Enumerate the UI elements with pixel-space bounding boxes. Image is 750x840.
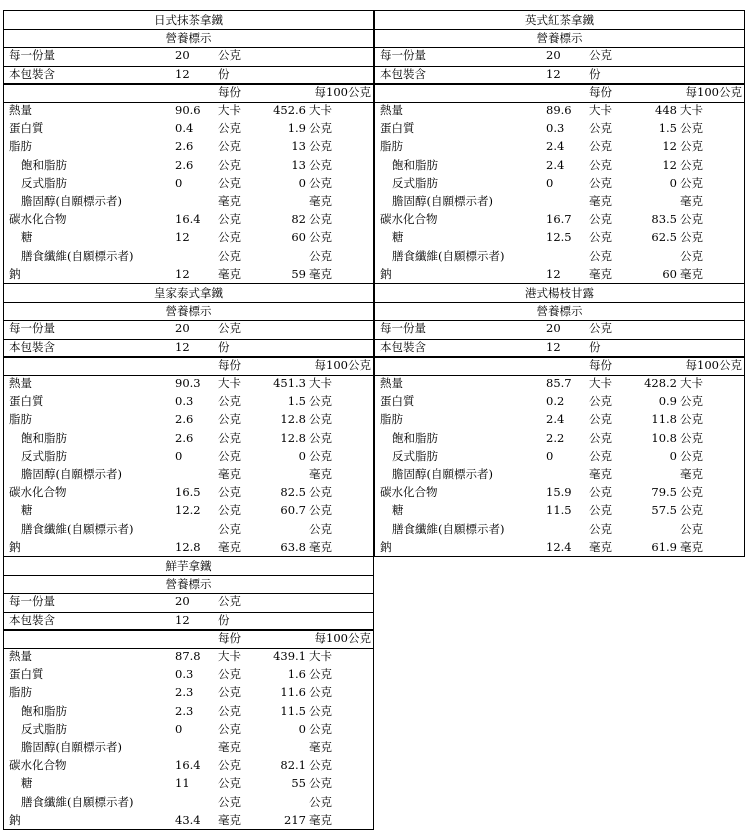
per-100g-value: 63.8 [280,539,306,554]
per-100g-unit: 公克 [680,521,703,536]
serving-size-value: 20 [546,321,561,336]
per-100g-unit: 毫克 [309,740,332,754]
nutrient-label: 蛋白質 [380,121,415,136]
nutrient-label: 膳食纖維(自願標示者) [392,248,505,263]
per-serving-value: 0 [175,448,183,463]
serving-size-value: 20 [175,594,190,609]
nutrient-label: 鈉 [9,812,21,827]
per-100g-unit: 公克 [680,248,703,263]
servings-per-package-value: 12 [546,339,561,354]
per-serving-unit: 公克 [218,448,241,463]
per-100g-value: 12.8 [280,412,306,427]
per-100g-value: 428.2 [644,376,677,390]
per-serving-unit: 公克 [218,157,241,172]
nutrient-label: 糖 [392,503,404,518]
per-100g-header: 每100公克 [685,84,742,99]
nutrient-label: 膳食纖維(自願標示者) [392,521,505,536]
per-serving-value: 0.3 [175,667,194,682]
servings-per-package-label: 本包裝含 [9,339,55,354]
nutrient-label: 膳食纖維(自願標示者) [21,794,134,809]
per-serving-unit: 公克 [589,412,612,427]
per-100g-unit: 公克 [680,157,703,172]
per-100g-value: 0 [298,175,306,190]
label-header: 營養標示 [536,304,583,319]
per-serving-unit: 公克 [218,521,241,536]
nutrient-label: 鈉 [9,266,21,281]
per-100g-unit: 公克 [680,412,703,427]
per-100g-unit: 公克 [309,230,332,245]
per-100g-value: 60 [291,230,306,245]
per-100g-unit: 公克 [680,175,703,190]
per-100g-value: 439.1 [273,649,306,663]
per-100g-unit: 毫克 [309,194,332,208]
nutrient-label: 熱量 [380,376,403,390]
nutrient-label: 膽固醇(自願標示者) [392,467,493,481]
nutrient-label: 飽和脂肪 [21,430,67,445]
per-100g-unit: 毫克 [309,467,332,481]
per-serving-unit: 公克 [218,412,241,427]
per-100g-value: 59 [291,266,306,281]
per-100g-unit: 公克 [309,121,332,136]
nutrition-panel [3,283,374,557]
per-serving-value: 85.7 [546,376,572,390]
serving-size-label: 每一份量 [9,321,55,336]
nutrient-label: 飽和脂肪 [21,703,67,718]
per-100g-unit: 公克 [309,430,332,445]
label-header: 營養標示 [165,304,212,319]
per-serving-value: 16.4 [175,212,201,227]
per-serving-unit: 公克 [218,721,241,736]
servings-per-package-unit: 份 [589,339,601,354]
per-serving-value: 15.9 [546,485,572,500]
per-serving-value: 87.8 [175,649,201,663]
per-serving-unit: 公克 [218,230,241,245]
per-serving-unit: 毫克 [589,467,612,481]
per-100g-value: 82.1 [280,758,306,773]
serving-size-unit: 公克 [589,321,612,336]
nutrient-label: 熱量 [9,103,32,117]
nutrient-label: 脂肪 [9,685,32,700]
per-100g-unit: 大卡 [680,376,703,390]
nutrient-label: 脂肪 [9,139,32,154]
nutrient-label: 膽固醇(自願標示者) [21,740,122,754]
nutrient-label: 膽固醇(自願標示者) [21,194,122,208]
per-100g-unit: 公克 [309,721,332,736]
per-100g-unit: 公克 [309,485,332,500]
per-100g-unit: 公克 [309,667,332,682]
per-serving-unit: 公克 [218,703,241,718]
per-serving-value: 12.2 [175,503,201,518]
nutrient-label: 鈉 [380,266,392,281]
per-serving-value: 16.5 [175,485,201,500]
per-serving-unit: 公克 [218,139,241,154]
per-100g-unit: 毫克 [309,812,332,827]
servings-per-package-value: 12 [175,612,190,627]
nutrient-label: 飽和脂肪 [392,157,438,172]
per-100g-unit: 公克 [680,394,703,409]
per-serving-unit: 公克 [589,430,612,445]
per-100g-value: 79.5 [651,485,677,500]
product-name: 日式抹茶拿鐵 [154,13,223,27]
nutrient-label: 糖 [21,776,33,791]
per-serving-value: 11 [175,776,190,791]
per-serving-unit: 大卡 [218,649,241,663]
per-100g-unit: 公克 [680,139,703,154]
per-100g-value: 217 [284,812,306,827]
per-serving-unit: 毫克 [218,539,241,554]
per-100g-unit: 公克 [309,503,332,518]
per-serving-unit: 公克 [218,212,241,227]
per-serving-unit: 毫克 [218,266,241,281]
nutrient-label: 糖 [21,503,33,518]
per-100g-value: 10.8 [651,430,677,445]
serving-size-unit: 公克 [218,48,241,63]
per-serving-unit: 大卡 [589,376,612,390]
per-serving-unit: 公克 [589,485,612,500]
per-serving-value: 12.4 [546,539,572,554]
per-serving-value: 2.3 [175,703,194,718]
per-100g-unit: 公克 [309,394,332,409]
nutrient-label: 脂肪 [380,139,403,154]
per-100g-value: 1.5 [287,394,306,409]
per-100g-unit: 公克 [680,212,703,227]
nutrient-label: 蛋白質 [9,394,44,409]
per-100g-unit: 大卡 [680,103,703,117]
per-serving-value: 2.4 [546,412,565,427]
nutrient-label: 碳水化合物 [380,212,438,227]
per-serving-unit: 公克 [589,230,612,245]
per-100g-value: 452.6 [273,103,306,117]
label-header: 營養標示 [536,31,583,46]
label-header: 營養標示 [165,577,212,592]
per-100g-unit: 公克 [309,157,332,172]
servings-per-package-unit: 份 [218,66,230,81]
nutrient-label: 糖 [21,230,33,245]
per-100g-value: 1.6 [287,667,306,682]
per-serving-unit: 公克 [218,485,241,500]
per-serving-unit: 公克 [589,248,612,263]
per-100g-unit: 毫克 [680,467,703,481]
per-100g-value: 11.8 [651,412,677,427]
per-100g-unit: 公克 [680,430,703,445]
nutrient-label: 飽和脂肪 [392,430,438,445]
per-100g-unit: 公克 [309,776,332,791]
nutrient-label: 鈉 [9,539,21,554]
nutrition-panel [374,283,745,557]
per-100g-value: 12 [662,139,677,154]
per-serving-value: 2.6 [175,430,194,445]
per-serving-value: 2.6 [175,139,194,154]
per-serving-value: 16.4 [175,758,201,773]
per-serving-value: 90.6 [175,103,201,117]
nutrient-label: 碳水化合物 [380,485,438,500]
per-serving-unit: 毫克 [218,740,241,754]
per-serving-value: 0 [546,448,554,463]
nutrient-label: 碳水化合物 [9,485,67,500]
per-100g-value: 62.5 [651,230,677,245]
per-serving-unit: 公克 [589,212,612,227]
per-100g-value: 451.3 [273,376,306,390]
per-serving-unit: 公克 [218,685,241,700]
per-100g-unit: 公克 [309,175,332,190]
nutrient-label: 脂肪 [9,412,32,427]
per-serving-unit: 公克 [218,175,241,190]
per-100g-value: 11.5 [280,703,306,718]
nutrient-label: 脂肪 [380,412,403,427]
per-serving-unit: 公克 [589,503,612,518]
per-serving-unit: 公克 [589,139,612,154]
per-100g-value: 82.5 [280,485,306,500]
per-100g-header: 每100公克 [685,357,742,372]
per-serving-header: 每份 [218,630,241,645]
serving-size-unit: 公克 [218,594,241,609]
per-100g-unit: 毫克 [680,539,703,554]
nutrition-panel [374,10,745,284]
servings-per-package-value: 12 [546,66,561,81]
serving-size-label: 每一份量 [9,594,55,609]
per-100g-value: 13 [291,157,306,172]
nutrient-label: 膽固醇(自願標示者) [21,467,122,481]
per-100g-value: 12 [662,157,677,172]
nutrient-label: 反式脂肪 [392,448,438,463]
serving-size-value: 20 [546,48,561,63]
per-serving-value: 0 [175,721,183,736]
per-serving-value: 90.3 [175,376,201,390]
nutrient-label: 碳水化合物 [9,758,67,773]
per-serving-unit: 毫克 [218,467,241,481]
product-name: 皇家泰式拿鐵 [154,286,223,300]
per-serving-unit: 公克 [589,157,612,172]
product-name: 鮮芋拿鐵 [165,559,212,573]
per-100g-value: 82 [291,212,306,227]
nutrition-panel [3,10,374,284]
per-serving-unit: 公克 [218,776,241,791]
per-100g-value: 1.9 [287,121,306,136]
per-100g-unit: 公克 [309,758,332,773]
per-serving-value: 12 [175,230,190,245]
per-serving-value: 12.5 [546,230,572,245]
nutrient-label: 膳食纖維(自願標示者) [21,521,134,536]
per-serving-unit: 公克 [218,121,241,136]
per-serving-header: 每份 [589,84,612,99]
per-100g-unit: 公克 [680,485,703,500]
per-100g-unit: 公克 [309,448,332,463]
per-100g-unit: 公克 [309,685,332,700]
per-serving-value: 12.8 [175,539,201,554]
per-100g-unit: 公克 [309,139,332,154]
per-serving-value: 0.3 [546,121,565,136]
per-serving-unit: 毫克 [218,812,241,827]
per-100g-value: 12.8 [280,430,306,445]
per-serving-header: 每份 [218,357,241,372]
per-100g-unit: 毫克 [309,266,332,281]
servings-per-package-label: 本包裝含 [380,66,426,81]
serving-size-unit: 公克 [218,321,241,336]
nutrient-label: 反式脂肪 [21,721,67,736]
per-serving-unit: 公克 [589,121,612,136]
per-100g-header: 每100公克 [314,357,371,372]
per-100g-unit: 公克 [680,448,703,463]
per-100g-unit: 毫克 [680,266,703,281]
per-100g-unit: 公克 [309,212,332,227]
nutrient-label: 膽固醇(自願標示者) [392,194,493,208]
per-100g-unit: 公克 [309,412,332,427]
serving-size-value: 20 [175,321,190,336]
servings-per-package-label: 本包裝含 [9,66,55,81]
per-serving-unit: 大卡 [218,376,241,390]
per-100g-value: 0 [669,175,677,190]
per-100g-value: 448 [655,103,677,117]
per-serving-value: 2.2 [546,430,565,445]
per-serving-unit: 毫克 [218,194,241,208]
per-serving-unit: 毫克 [589,194,612,208]
per-100g-unit: 公克 [680,230,703,245]
nutrient-label: 反式脂肪 [21,175,67,190]
per-100g-value: 0 [298,721,306,736]
per-serving-value: 2.6 [175,157,194,172]
label-header: 營養標示 [165,31,212,46]
servings-per-package-unit: 份 [589,66,601,81]
nutrient-label: 熱量 [9,376,32,390]
nutrient-label: 飽和脂肪 [21,157,67,172]
per-serving-unit: 公克 [218,667,241,682]
per-serving-value: 16.7 [546,212,572,227]
per-100g-value: 57.5 [651,503,677,518]
nutrient-label: 熱量 [9,649,32,663]
servings-per-package-value: 12 [175,339,190,354]
per-100g-unit: 公克 [680,121,703,136]
per-100g-value: 61.9 [651,539,677,554]
per-serving-value: 0 [546,175,554,190]
nutrient-label: 糖 [392,230,404,245]
per-serving-unit: 公克 [218,394,241,409]
nutrient-label: 反式脂肪 [21,448,67,463]
per-100g-unit: 公克 [309,521,332,536]
nutrient-label: 蛋白質 [9,667,44,682]
per-100g-unit: 公克 [309,794,332,809]
per-serving-unit: 公克 [218,503,241,518]
per-serving-unit: 大卡 [218,103,241,117]
serving-size-value: 20 [175,48,190,63]
per-serving-value: 0.4 [175,121,194,136]
per-serving-value: 2.6 [175,412,194,427]
product-name: 英式紅茶拿鐵 [525,13,594,27]
per-100g-unit: 大卡 [309,103,332,117]
per-serving-value: 0 [175,175,183,190]
nutrient-label: 碳水化合物 [9,212,67,227]
per-100g-header: 每100公克 [314,630,371,645]
nutrient-label: 膳食纖維(自願標示者) [21,248,134,263]
servings-per-package-unit: 份 [218,612,230,627]
per-serving-header: 每份 [589,357,612,372]
per-serving-value: 2.4 [546,157,565,172]
per-100g-value: 60 [662,266,677,281]
per-serving-unit: 公克 [589,448,612,463]
nutrient-label: 蛋白質 [380,394,415,409]
per-100g-unit: 公克 [309,248,332,263]
per-100g-unit: 公克 [680,503,703,518]
product-name: 港式楊枝甘露 [525,286,594,300]
nutrient-label: 鈉 [380,539,392,554]
per-100g-value: 13 [291,139,306,154]
per-serving-unit: 公克 [218,430,241,445]
per-100g-unit: 公克 [309,703,332,718]
per-serving-unit: 公克 [218,248,241,263]
per-100g-unit: 大卡 [309,376,332,390]
servings-per-package-value: 12 [175,66,190,81]
per-serving-value: 12 [546,266,561,281]
nutrition-panel [3,556,374,830]
per-serving-value: 2.4 [546,139,565,154]
nutrient-label: 反式脂肪 [392,175,438,190]
per-serving-value: 12 [175,266,190,281]
per-serving-value: 11.5 [546,503,572,518]
per-serving-unit: 毫克 [589,539,612,554]
serving-size-label: 每一份量 [9,48,55,63]
per-serving-header: 每份 [218,84,241,99]
per-100g-value: 60.7 [280,503,306,518]
per-100g-value: 1.5 [658,121,677,136]
servings-per-package-label: 本包裝含 [380,339,426,354]
per-100g-unit: 毫克 [309,539,332,554]
per-serving-unit: 公克 [589,521,612,536]
per-serving-value: 0.2 [546,394,565,409]
serving-size-label: 每一份量 [380,321,426,336]
per-serving-unit: 毫克 [589,266,612,281]
per-100g-value: 83.5 [651,212,677,227]
per-100g-value: 55 [291,776,306,791]
per-serving-unit: 公克 [589,394,612,409]
serving-size-unit: 公克 [589,48,612,63]
per-serving-unit: 公克 [218,794,241,809]
serving-size-label: 每一份量 [380,48,426,63]
nutrient-label: 蛋白質 [9,121,44,136]
servings-per-package-unit: 份 [218,339,230,354]
per-serving-value: 89.6 [546,103,572,117]
per-100g-unit: 大卡 [309,649,332,663]
per-serving-unit: 公克 [218,758,241,773]
per-serving-unit: 大卡 [589,103,612,117]
per-serving-value: 0.3 [175,394,194,409]
per-100g-value: 11.6 [280,685,306,700]
servings-per-package-label: 本包裝含 [9,612,55,627]
per-serving-value: 2.3 [175,685,194,700]
per-100g-header: 每100公克 [314,84,371,99]
per-100g-value: 0 [669,448,677,463]
per-serving-unit: 公克 [589,175,612,190]
per-100g-unit: 毫克 [680,194,703,208]
nutrient-label: 熱量 [380,103,403,117]
per-100g-value: 0.9 [658,394,677,409]
per-100g-value: 0 [298,448,306,463]
per-serving-value: 43.4 [175,812,201,827]
